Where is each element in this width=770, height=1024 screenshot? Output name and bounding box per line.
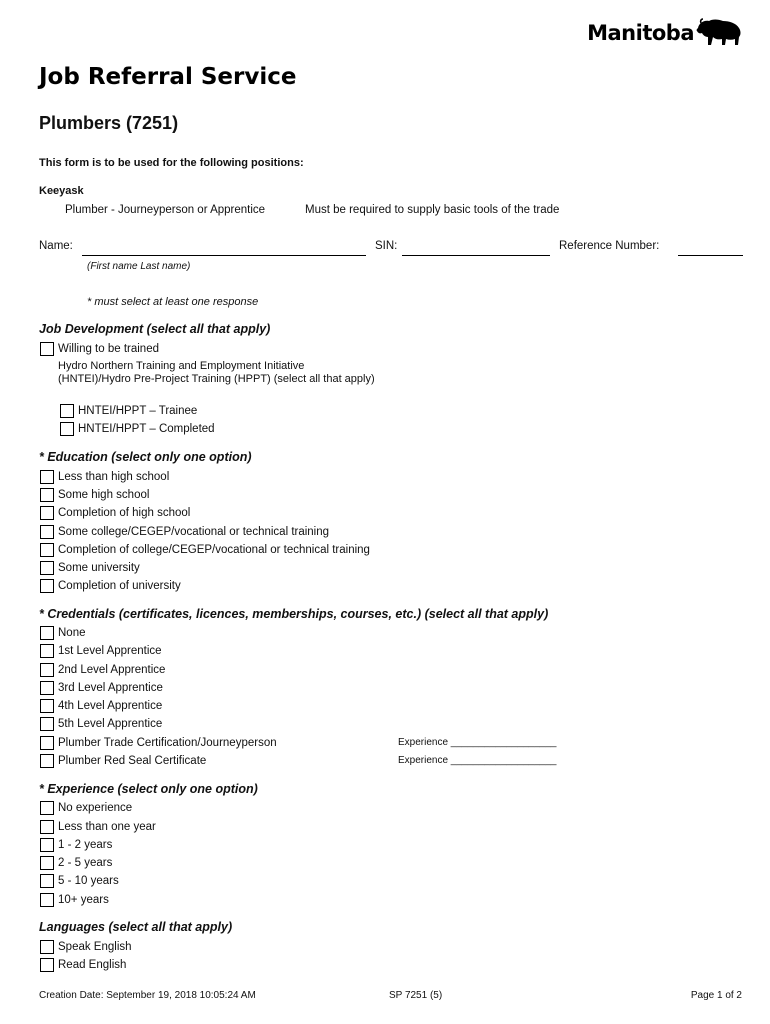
checkbox[interactable] [40,681,54,695]
education-option[interactable] [40,505,190,521]
education-option[interactable] [40,487,149,503]
reference-number-field[interactable] [678,255,743,256]
checkbox[interactable] [40,579,54,593]
education-option[interactable] [40,469,169,485]
reference-number-label: Reference Number: [559,240,660,252]
checkbox[interactable] [40,754,54,768]
checkbox[interactable] [40,893,54,907]
checkbox[interactable] [40,958,54,972]
credential-option[interactable] [40,698,162,714]
option-label: None [58,627,86,639]
checkbox[interactable] [40,856,54,870]
option-label: Some university [58,562,140,574]
position-site: Keeyask [39,185,84,197]
credential-option[interactable] [40,662,165,678]
education-heading: * Education (select only one option) [39,450,252,464]
checkbox[interactable] [40,717,54,731]
job-development-option[interactable] [60,403,197,419]
option-label: HNTEI/HPPT – Trainee [78,405,198,417]
option-label: 4th Level Apprentice [58,700,163,712]
job-development-heading: Job Development (select all that apply) [39,322,271,336]
option-label: 2 - 5 years [58,857,113,869]
experience-option[interactable] [40,892,109,908]
option-label: Completion of university [58,580,181,592]
option-label: 10+ years [58,894,109,906]
option-label: Willing to be trained [58,343,159,355]
option-label: Completion of high school [58,507,191,519]
position-title: Plumber - Journeyperson or Apprentice [65,204,266,216]
credential-option[interactable] [40,735,277,751]
option-label: Plumber Red Seal Certificate [58,755,207,767]
checkbox[interactable] [40,506,54,520]
checkbox[interactable] [40,470,54,484]
checkbox[interactable] [40,644,54,658]
credential-option[interactable] [40,680,163,696]
checkbox[interactable] [40,488,54,502]
checkbox[interactable] [40,543,54,557]
checkbox[interactable] [40,940,54,954]
form-code: SP 7251 (5) [389,990,443,1001]
page-title: Job Referral Service [39,64,297,90]
option-label: 5th Level Apprentice [58,718,163,730]
option-label: Less than one year [58,821,156,833]
required-note: * must select at least one response [87,296,259,308]
position-requirement: Must be required to supply basic tools of the trade [305,204,560,216]
option-label: 1 - 2 years [58,839,113,851]
credentials-heading: * Credentials (certificates, licences, memberships, courses, etc.) (select all that apply) [39,607,549,621]
checkbox[interactable] [40,561,54,575]
option-label: 2nd Level Apprentice [58,664,166,676]
intro-text: This form is to be used for the following positions: [39,157,304,169]
credential-option[interactable] [40,643,162,659]
credential-option[interactable] [40,625,86,641]
job-development-option[interactable] [60,421,215,437]
job-development-option[interactable] [40,341,159,357]
option-label: Some high school [58,489,150,501]
sin-field[interactable] [402,255,550,256]
education-option[interactable] [40,560,140,576]
option-label: Completion of college/CEGEP/vocational or technical training [58,544,370,556]
manitoba-logo [587,18,742,48]
option-label: Some college/CEGEP/vocational or technical training [58,526,330,538]
checkbox[interactable] [40,736,54,750]
experience-option[interactable] [40,837,112,853]
name-field[interactable] [82,255,366,256]
page-number: Page 1 of 2 [690,990,742,1001]
checkbox[interactable] [40,838,54,852]
option-label: No experience [58,802,133,814]
checkbox[interactable] [40,663,54,677]
education-option[interactable] [40,578,181,594]
credential-option[interactable] [40,753,206,769]
checkbox[interactable] [60,422,74,436]
checkbox[interactable] [40,820,54,834]
logo-text: Manitoba [587,21,694,45]
checkbox[interactable] [40,699,54,713]
experience-option[interactable] [40,800,132,816]
sin-label: SIN: [375,240,398,252]
creation-date: Creation Date: September 19, 2018 10:05:24 AM [39,990,256,1001]
option-label: Speak English [58,941,132,953]
checkbox[interactable] [40,626,54,640]
language-option[interactable] [40,939,132,955]
option-label: Read English [58,959,127,971]
checkbox[interactable] [40,801,54,815]
option-label: 1st Level Apprentice [58,645,162,657]
option-label: HNTEI/HPPT – Completed [78,423,215,435]
experience-field[interactable]: Experience ___________________ [398,755,557,766]
credential-option[interactable] [40,716,162,732]
experience-option[interactable] [40,873,119,889]
name-hint: (First name Last name) [87,261,191,272]
experience-heading: * Experience (select only one option) [39,782,258,796]
education-option[interactable] [40,524,329,540]
option-label: 5 - 10 years [58,875,119,887]
checkbox[interactable] [40,342,54,356]
language-option[interactable] [40,957,126,973]
option-label: 3rd Level Apprentice [58,682,163,694]
option-label: Less than high school [58,471,170,483]
checkbox[interactable] [40,874,54,888]
languages-heading: Languages (select all that apply) [39,920,233,934]
education-option[interactable] [40,542,370,558]
checkbox[interactable] [60,404,74,418]
name-label: Name: [39,240,73,252]
checkbox[interactable] [40,525,54,539]
page-subtitle: Plumbers (7251) [39,113,179,133]
hntei-program-text: Hydro Northern Training and Employment Initiative (HNTEI)/Hydro Pre-Project Training (HPPT) (select all that apply) [58,360,375,386]
experience-field[interactable]: Experience ___________________ [398,737,557,748]
option-label: Plumber Trade Certification/Journeyperson [58,737,277,749]
experience-option[interactable] [40,855,112,871]
bison-icon [696,18,742,48]
experience-option[interactable] [40,819,156,835]
